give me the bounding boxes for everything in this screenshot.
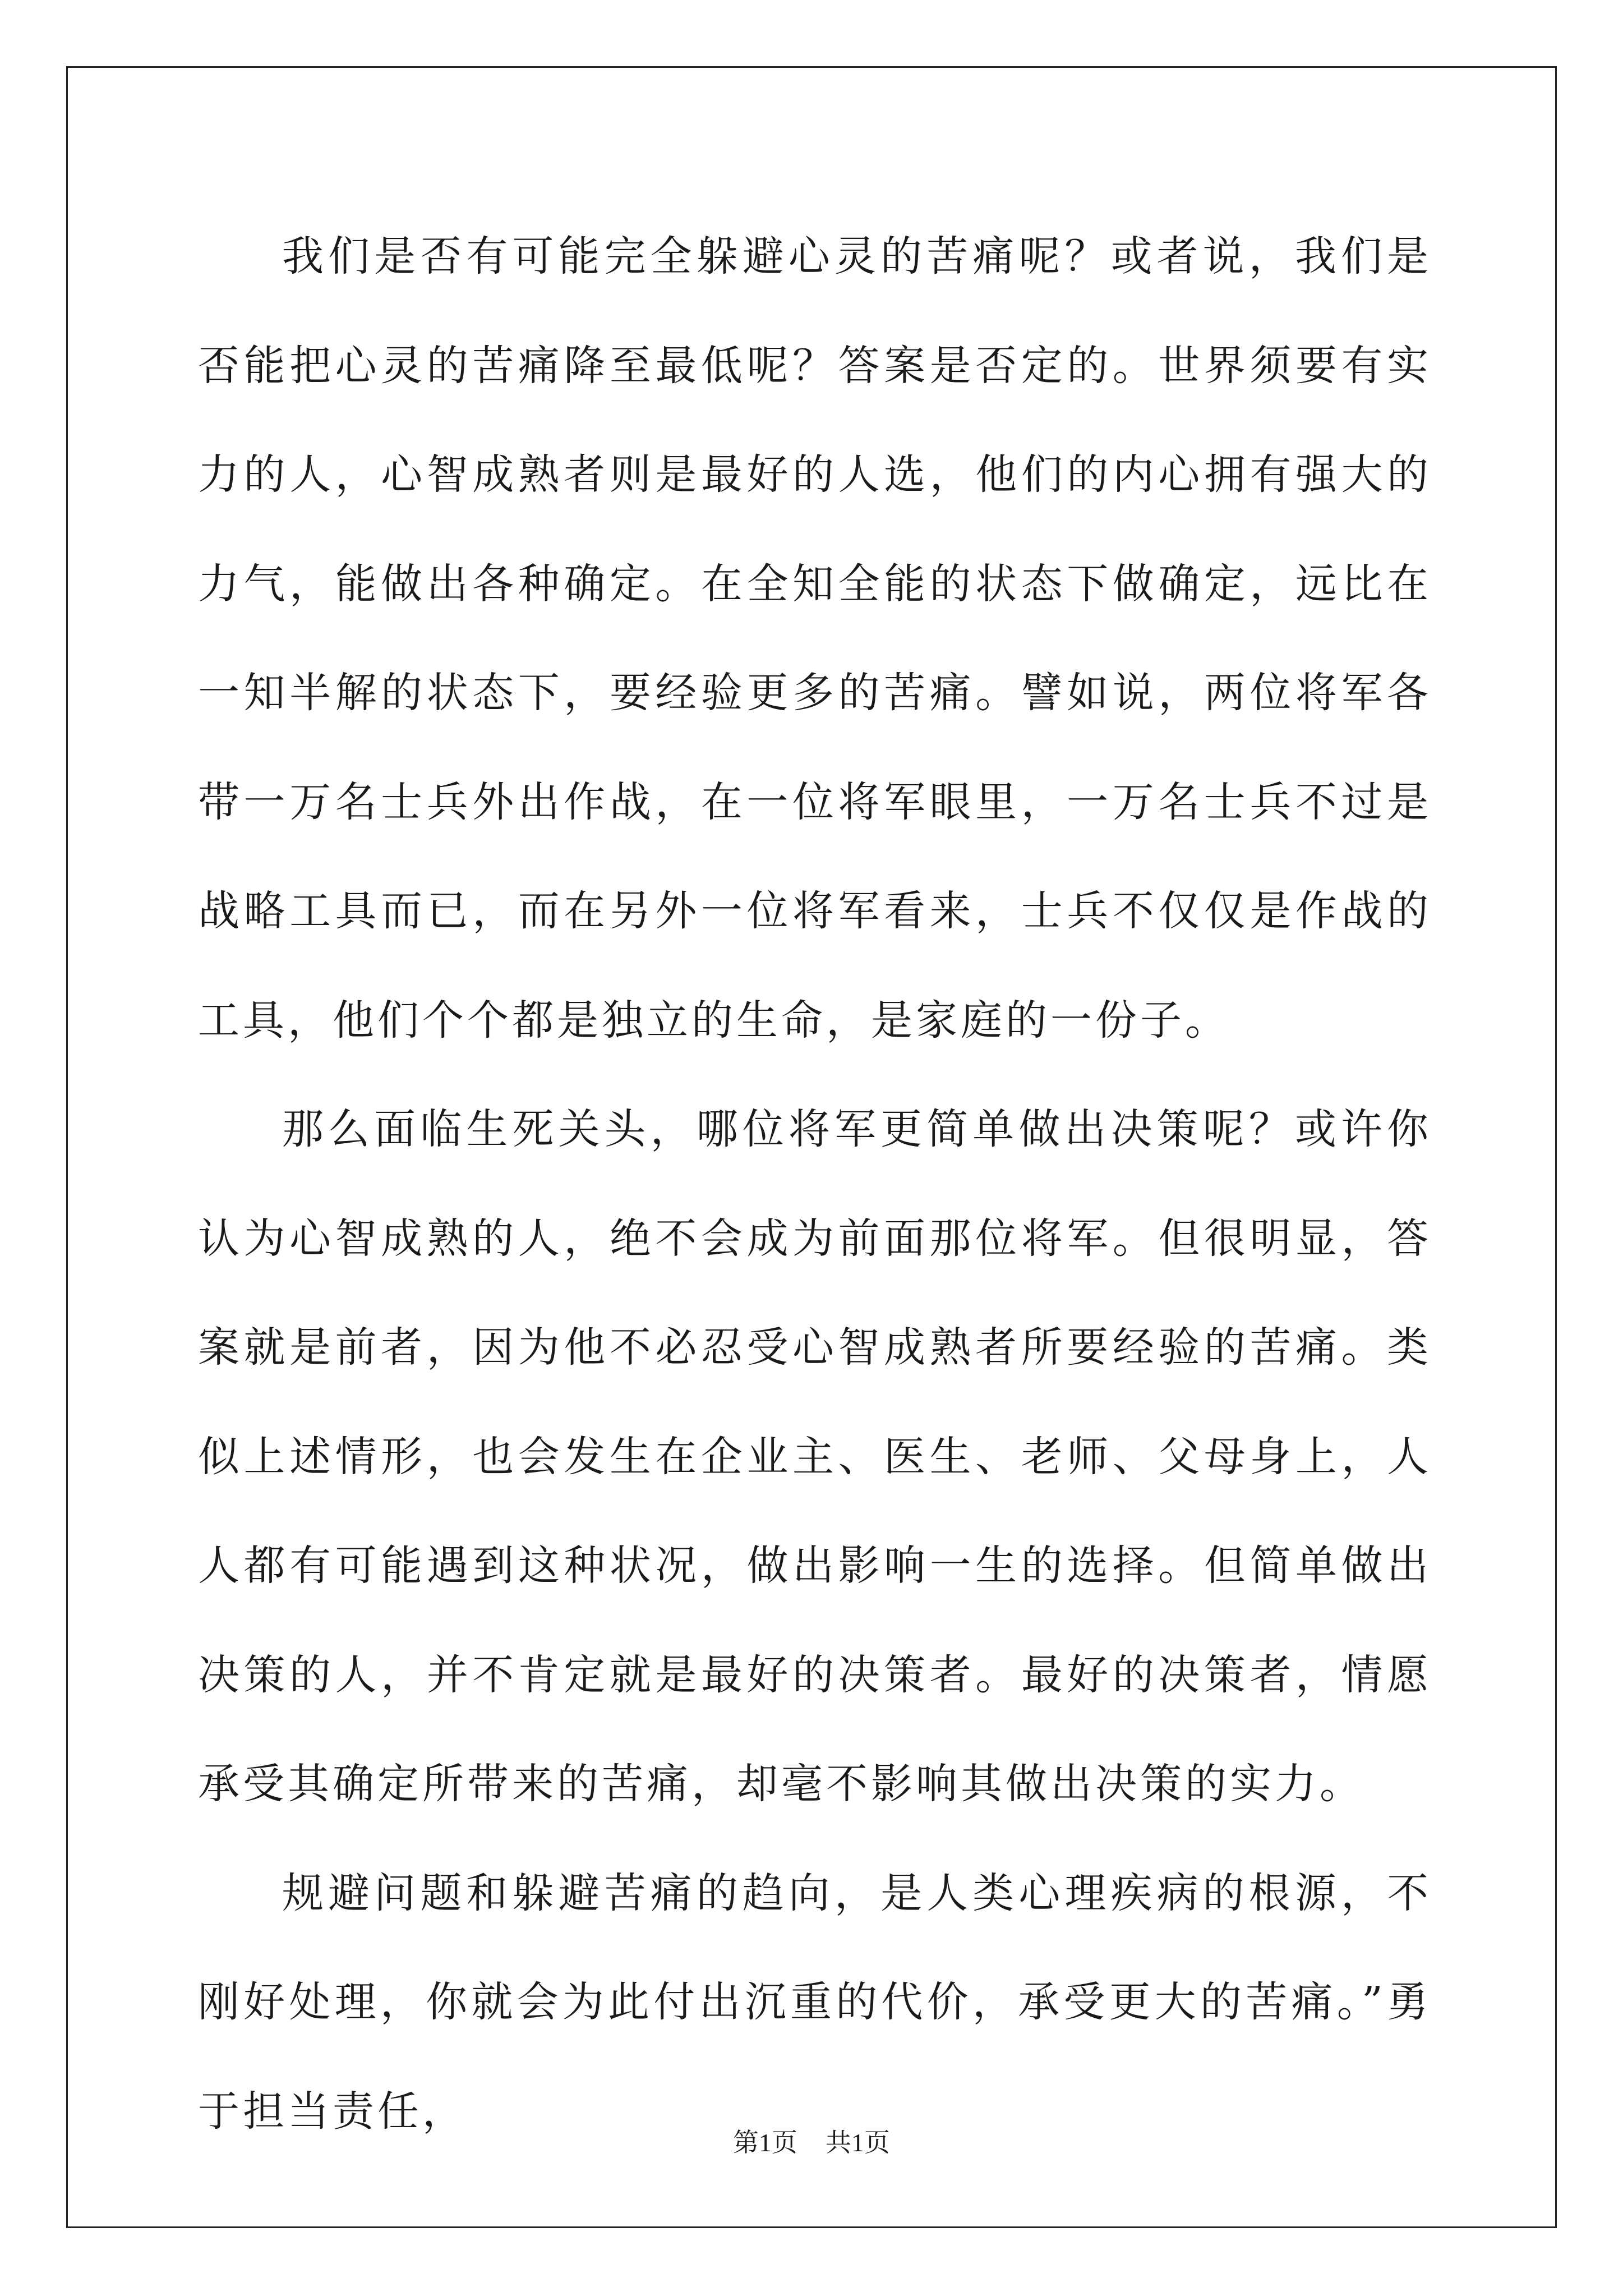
paragraph-2: 那么面临生死关头，哪位将军更简单做出决策呢？或许你认为心智成熟的人，绝不会成为前面那位将军。但很明显，答案就是前者，因为他不必忍受心智成熟者所要经验的苦痛。类似上述情形，也会发生在企业主、医生、老师、父母身上，人人都有可能遇到这种状况，做出影响一生的选择。但简单做出决策的人，并不肯定就是最好的决策者。最好的决策者，情愿承受其确定所带来的苦痛，却毫不影响其做出决策的实力。 (198, 1105, 1432, 1808)
page-number: 第1页 (733, 2128, 797, 2157)
paragraph-1: 我们是否有可能完全躲避心灵的苦痛呢？或者说，我们是否能把心灵的苦痛降至最低呢？答案是否定的。世界须要有实力的人，心智成熟者则是最好的人选，他们的内心拥有强大的力气，能做出各种确定。在全知全能的状态下做确定，远比在一知半解的状态下，要经验更多的苦痛。譬如说，两位将军各带一万名士兵外出作战，在一位将军眼里，一万名士兵不过是战略工具而已，而在另外一位将军看来，士兵不仅仅是作战的工具，他们个个都是独立的生命，是家庭的一份子。 (198, 232, 1432, 1045)
page-total: 共1页 (826, 2128, 890, 2157)
paragraph-3: 规避问题和躲避苦痛的趋向，是人类心理疾病的根源，不刚好处理，你就会为此付出沉重的代价，承受更大的苦痛。”勇于担当责任， (198, 1869, 1432, 2136)
document-body (198, 202, 1432, 2166)
page-footer (0, 2126, 1623, 2160)
